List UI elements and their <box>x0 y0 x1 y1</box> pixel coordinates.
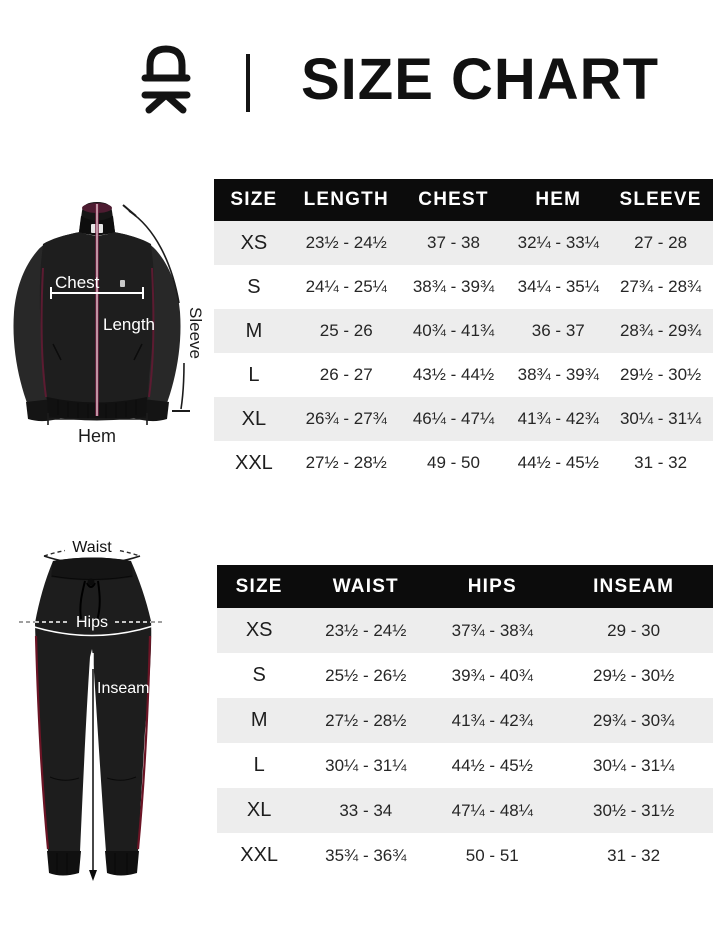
cell-size: M <box>245 319 263 342</box>
pants-row-xxl <box>217 833 713 878</box>
col-header-sleeve: SLEEVE <box>608 179 713 221</box>
cell-size: XXL <box>235 451 273 474</box>
cell-inseam: 29 - 30 <box>607 620 661 640</box>
jacket-row-s <box>214 265 713 309</box>
cell-chest: 49 - 50 <box>427 453 480 472</box>
pants-row-l <box>217 743 713 788</box>
pants-illustration <box>5 531 180 896</box>
cell-hips: 41¾ - 42¾ <box>451 710 533 730</box>
cell-length: 24¼ - 25¼ <box>305 277 387 296</box>
sleeve-label: Sleeve <box>186 307 205 359</box>
cell-hem: 44½ - 45½ <box>517 453 599 472</box>
cell-sleeve: 29½ - 30½ <box>619 365 702 384</box>
pants-size-table <box>217 565 713 878</box>
cell-inseam: 31 - 32 <box>607 845 661 865</box>
cell-chest: 43½ - 44½ <box>412 365 495 384</box>
col-header-hips: HIPS <box>430 565 554 608</box>
pants-row-xs <box>217 608 713 653</box>
cell-size: L <box>253 754 265 776</box>
cell-chest: 40¾ - 41¾ <box>412 321 495 340</box>
header-divider <box>246 54 250 112</box>
cell-length: 27½ - 28½ <box>305 453 387 472</box>
page-title: SIZE CHART <box>301 47 659 112</box>
cell-size: XL <box>246 799 272 821</box>
col-header-size: SIZE <box>214 179 294 221</box>
cell-size: L <box>248 363 260 386</box>
col-header-length: LENGTH <box>294 179 399 221</box>
cell-inseam: 30½ - 31½ <box>592 800 675 820</box>
cell-waist: 23½ - 24½ <box>325 620 407 640</box>
chest-label: Chest <box>55 273 100 292</box>
cell-inseam: 29½ - 30½ <box>592 665 675 685</box>
col-header-chest: CHEST <box>399 179 509 221</box>
pants-table-header-row <box>217 565 713 608</box>
cell-sleeve: 31 - 32 <box>634 453 688 472</box>
cell-length: 25 - 26 <box>319 321 373 340</box>
pants-row-m <box>217 698 713 743</box>
brand-logo-icon <box>136 44 196 119</box>
pants-right-cuff <box>105 851 139 876</box>
pants-waistband <box>51 558 133 581</box>
cell-hem: 34¼ - 35¼ <box>517 277 599 296</box>
cell-inseam: 30¼ - 31¼ <box>592 755 675 775</box>
cell-length: 23½ - 24½ <box>305 233 387 252</box>
cell-hem: 41¾ - 42¾ <box>517 409 599 428</box>
cell-waist: 25½ - 26½ <box>325 665 407 685</box>
cell-chest: 37 - 38 <box>427 233 480 252</box>
cell-waist: 35¾ - 36¾ <box>325 845 407 865</box>
pants-left-cuff <box>47 851 81 876</box>
cell-hem: 38¾ - 39¾ <box>517 365 599 384</box>
jacket-row-xxl <box>214 441 713 485</box>
cell-waist: 27½ - 28½ <box>325 710 407 730</box>
cell-sleeve: 30¼ - 31¼ <box>619 409 702 428</box>
hem-label: Hem <box>77 426 117 446</box>
cell-size: XS <box>245 619 273 641</box>
jacket-row-xs <box>214 221 713 265</box>
cell-size: XL <box>241 407 267 430</box>
cell-inseam: 29¾ - 30¾ <box>592 710 675 730</box>
jacket-illustration <box>0 178 215 468</box>
col-header-size: SIZE <box>217 565 301 608</box>
cell-hips: 44½ - 45½ <box>451 755 533 775</box>
cell-sleeve: 27¾ - 28¾ <box>619 277 702 296</box>
cell-chest: 38¾ - 39¾ <box>412 277 495 296</box>
cell-length: 26 - 27 <box>319 365 373 384</box>
cell-sleeve: 27 - 28 <box>634 233 688 252</box>
jacket-row-l <box>214 353 713 397</box>
col-header-inseam: INSEAM <box>554 565 713 608</box>
cell-hips: 37¾ - 38¾ <box>451 620 533 640</box>
cell-size: XXL <box>240 844 279 866</box>
cell-sleeve: 28¾ - 29¾ <box>619 321 702 340</box>
pants-row-s <box>217 653 713 698</box>
cell-size: XS <box>240 231 268 254</box>
jacket-table-header-row <box>214 179 713 221</box>
hips-label: Hips <box>75 614 109 631</box>
cell-waist: 30¼ - 31¼ <box>325 755 407 775</box>
cell-size: M <box>250 709 268 731</box>
cell-hem: 36 - 37 <box>531 321 585 340</box>
cell-hem: 32¼ - 33¼ <box>517 233 599 252</box>
jacket-size-table <box>214 179 713 485</box>
cell-size: S <box>247 275 261 298</box>
cell-length: 26¾ - 27¾ <box>305 409 387 428</box>
cell-size: S <box>252 664 266 686</box>
cell-chest: 46¼ - 47¼ <box>412 409 495 428</box>
col-header-hem: HEM <box>508 179 608 221</box>
jacket-row-m <box>214 309 713 353</box>
inseam-label: Inseam <box>97 680 150 697</box>
length-label: Length <box>103 315 155 334</box>
cell-hips: 47¼ - 48¼ <box>451 800 533 820</box>
col-header-waist: WAIST <box>301 565 430 608</box>
cell-waist: 33 - 34 <box>339 800 393 820</box>
waist-label: Waist <box>72 539 112 556</box>
cell-hips: 50 - 51 <box>465 845 519 865</box>
chest-logo <box>120 280 125 287</box>
cell-hips: 39¾ - 40¾ <box>451 665 533 685</box>
pants-row-xl <box>217 788 713 833</box>
jacket-row-xl <box>214 397 713 441</box>
